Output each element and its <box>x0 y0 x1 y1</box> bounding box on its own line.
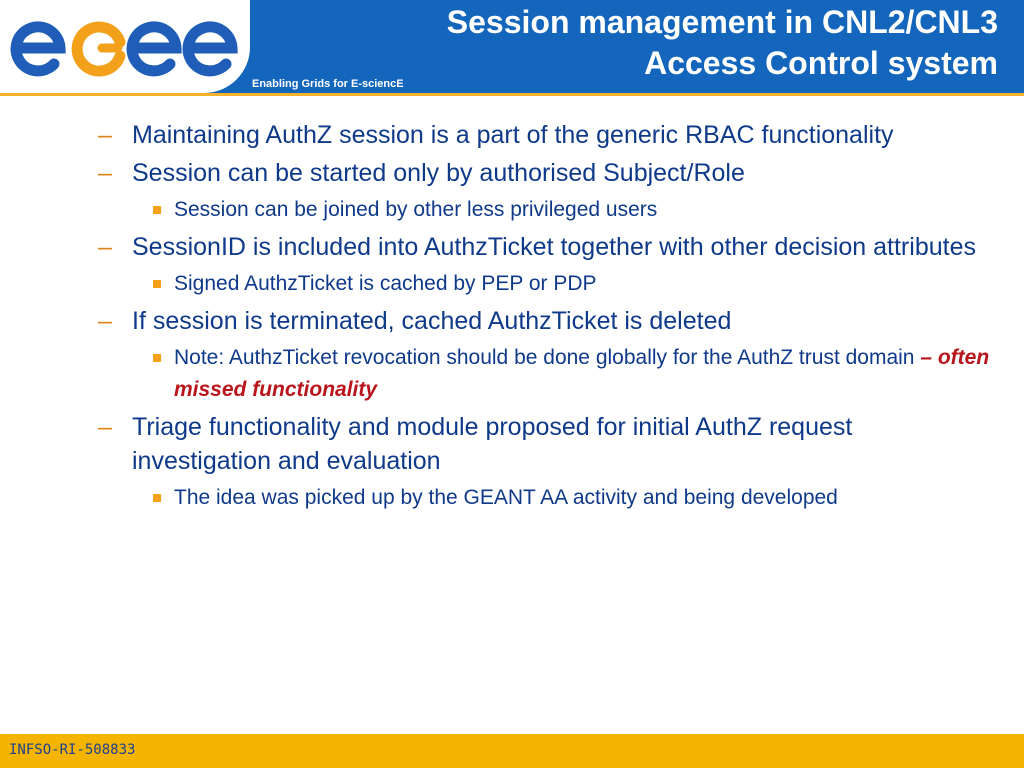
sub-bullet-text: Note: AuthzTicket revocation should be done globally for the AuthZ trust domain <box>174 346 921 369</box>
slide-title-line-1: Session management in CNL2/CNL3 <box>446 4 998 40</box>
bullet-session-start <box>98 156 998 190</box>
dash-bullet-icon: – <box>98 233 112 261</box>
bullet-text: If session is terminated, cached AuthzTicket is deleted <box>132 307 732 335</box>
dash-bullet-icon: – <box>98 121 112 149</box>
sub-bullet-signed-ticket <box>152 268 998 300</box>
bullet-text: SessionID is included into AuthzTicket together with other decision attributes <box>132 233 976 261</box>
bullet-rbac <box>98 118 998 152</box>
bullet-text: Triage functionality and module proposed for initial AuthZ request investigation and evaluation <box>132 413 853 475</box>
dash-bullet-icon: – <box>98 159 112 187</box>
sub-bullet-text: The idea was picked up by the GEANT AA activity and being developed <box>174 486 838 509</box>
footer-band <box>0 734 1024 768</box>
bullet-text: Maintaining AuthZ session is a part of the generic RBAC functionality <box>132 121 894 149</box>
sub-bullet-text: Signed AuthzTicket is cached by PEP or PDP <box>174 272 597 295</box>
logo-panel <box>0 0 250 93</box>
dash-bullet-icon: – <box>98 413 112 441</box>
egee-logo <box>10 12 242 78</box>
dash-bullet-icon: – <box>98 307 112 335</box>
sub-bullet-text: Session can be joined by other less privileged users <box>174 198 658 221</box>
slide-title <box>398 2 998 84</box>
sub-bullet-geant <box>152 482 998 514</box>
bullet-sessionid <box>98 230 998 264</box>
square-bullet-icon <box>153 280 161 288</box>
bullet-triage <box>98 410 998 478</box>
header-rule <box>0 93 1024 96</box>
bullet-session-terminated <box>98 304 998 338</box>
square-bullet-icon <box>153 494 161 502</box>
tagline: Enabling Grids for E-sciencE <box>252 78 404 90</box>
sub-bullet-session-join <box>152 194 998 226</box>
footer-text: INFSO-RI-508833 <box>9 742 136 758</box>
sub-bullet-revocation-note <box>152 342 998 406</box>
slide-content <box>98 118 998 518</box>
square-bullet-icon <box>153 206 161 214</box>
bullet-text: Session can be started only by authorised Subject/Role <box>132 159 745 187</box>
square-bullet-icon <box>153 354 161 362</box>
slide-title-line-2: Access Control system <box>644 45 998 81</box>
emphasis-text: – often missed functionality <box>174 346 990 401</box>
